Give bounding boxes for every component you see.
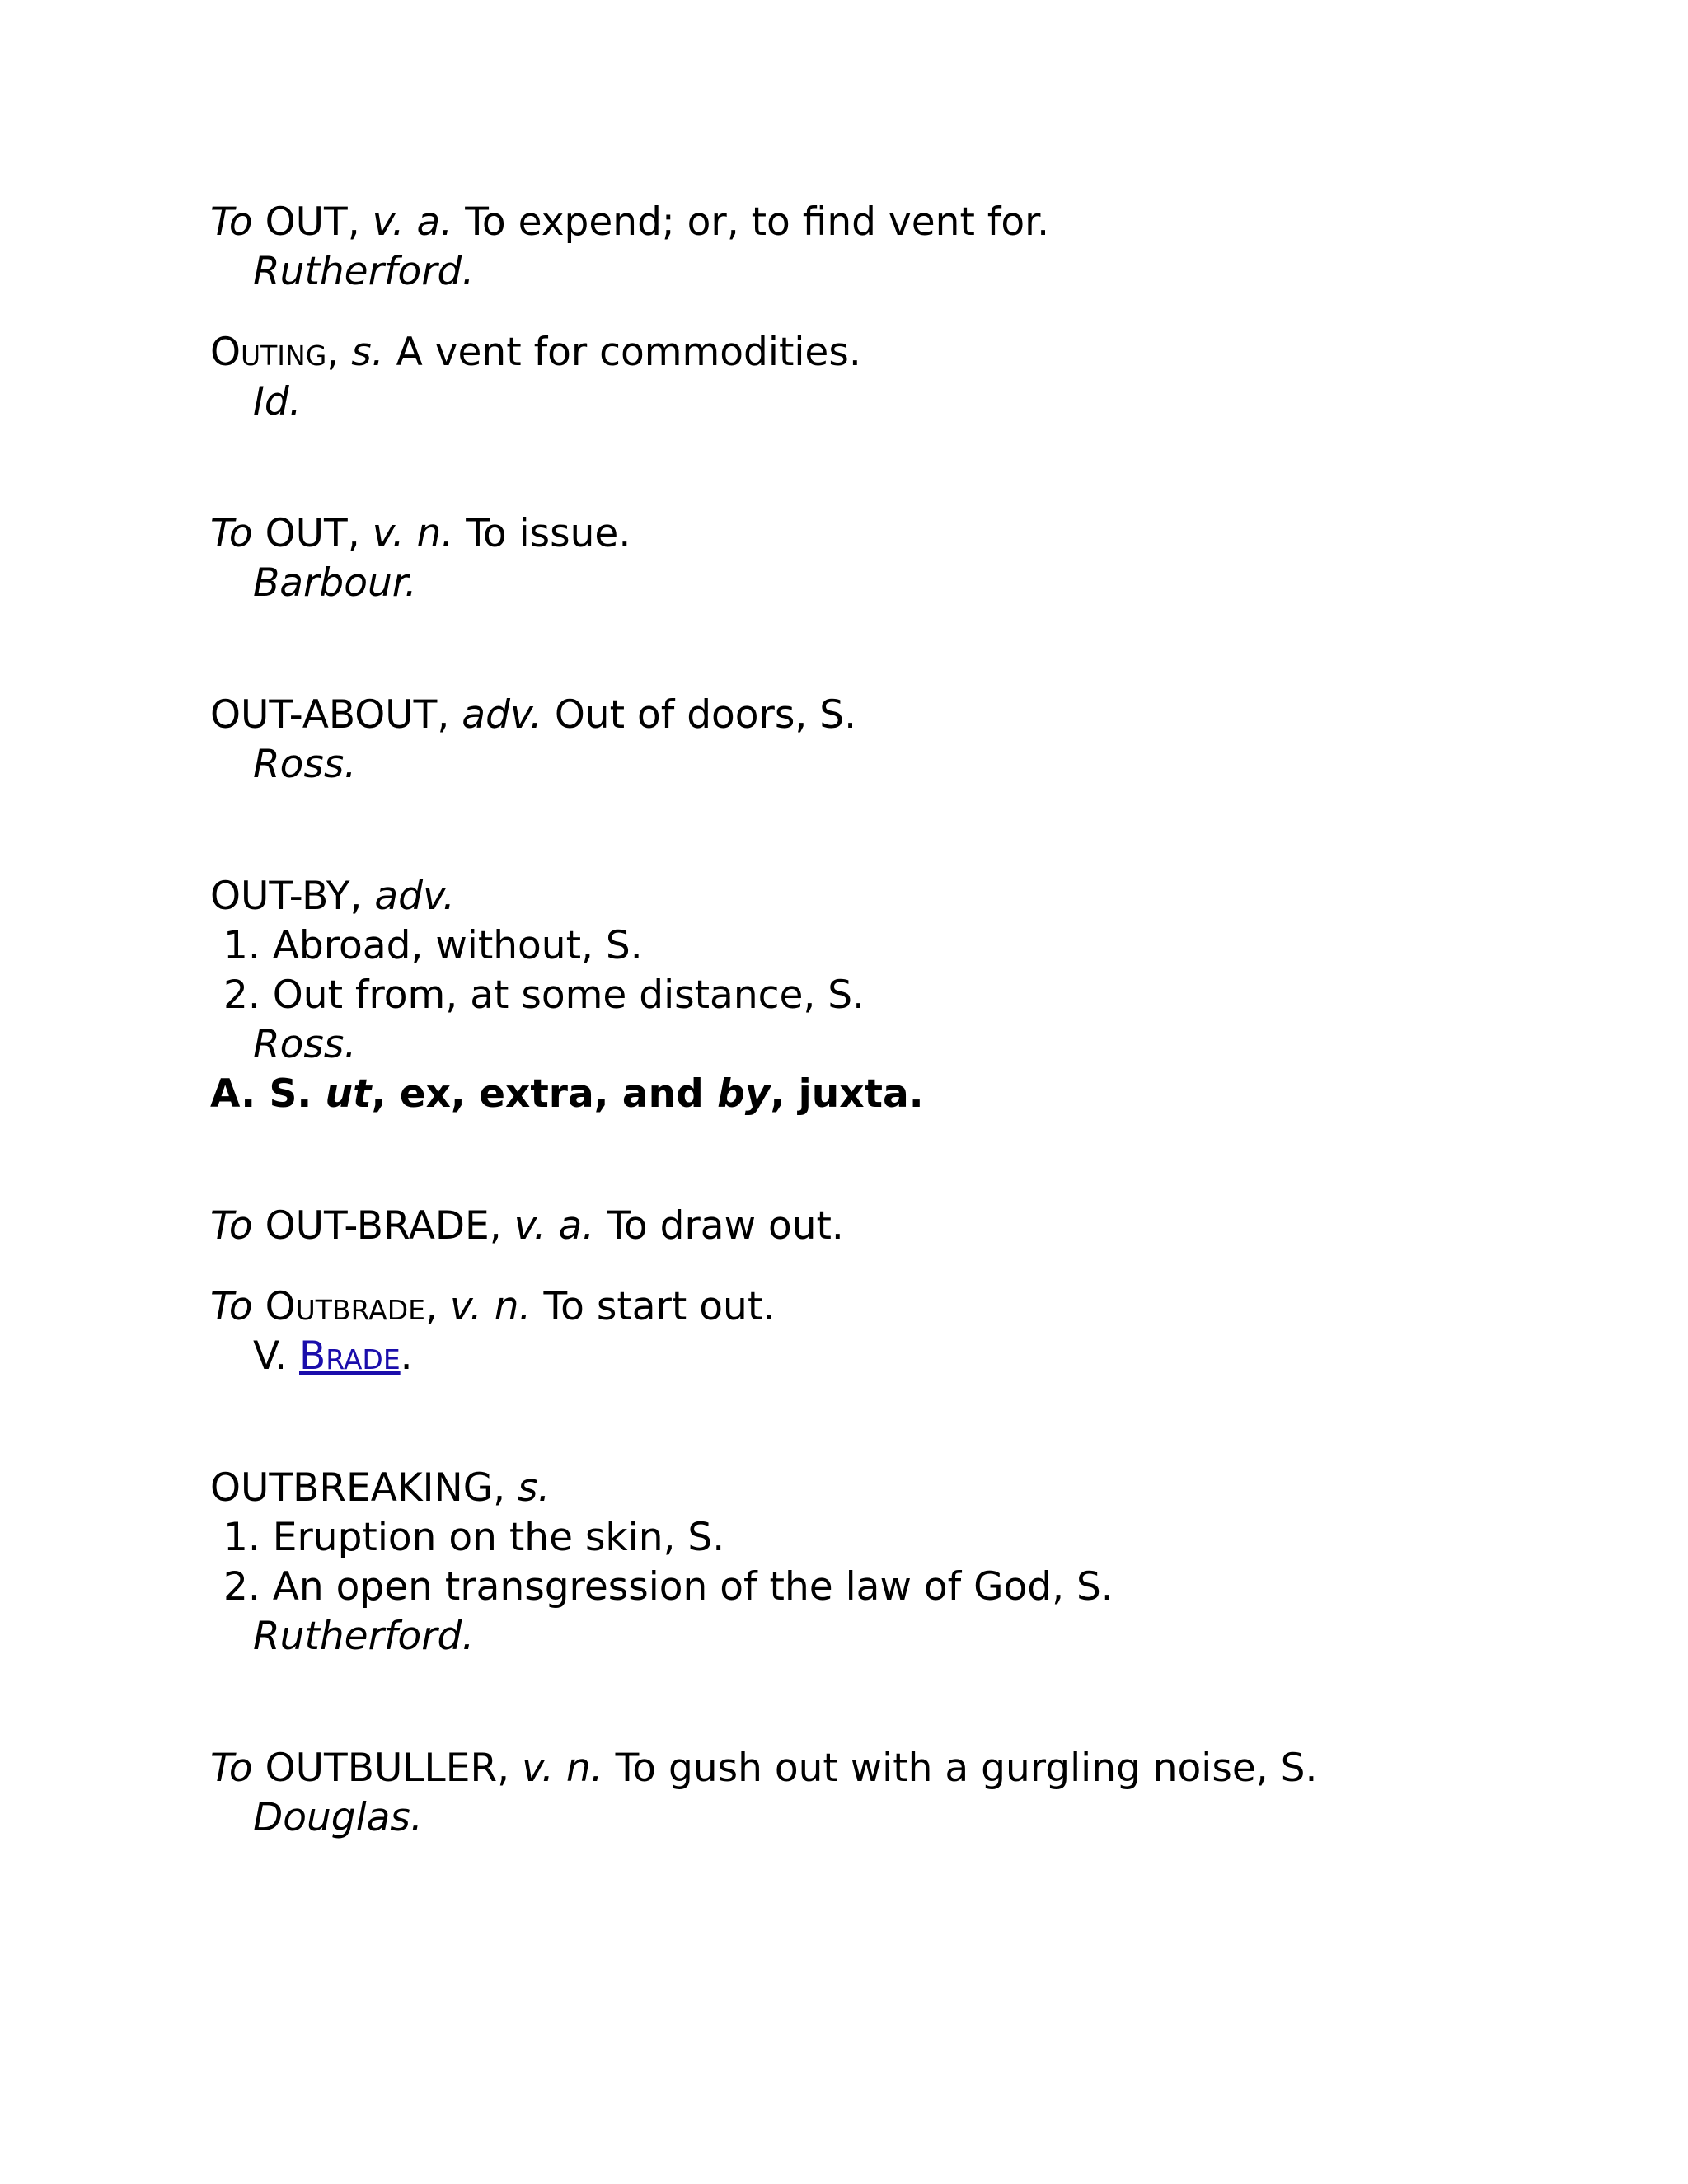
definition: Out of doors, S. <box>554 692 857 738</box>
part-of-speech: s. <box>518 1465 551 1511</box>
part-of-speech: v. n. <box>372 511 454 556</box>
headword: OUT <box>265 199 348 245</box>
comma: , <box>437 692 450 738</box>
definition: To issue. <box>466 511 631 556</box>
headword: OUTBULLER <box>265 1746 498 1791</box>
comma: , <box>497 1746 510 1791</box>
comma: , <box>347 511 360 556</box>
headword: OUTBREAKING <box>210 1465 494 1511</box>
entry-out-about <box>210 691 1611 790</box>
part-of-speech: v. a. <box>513 1203 595 1249</box>
definition: A vent for commodities. <box>396 330 861 375</box>
entry-outbuller <box>210 1744 1611 1843</box>
source-citation: Ross. <box>253 1022 357 1067</box>
entry-line <box>210 872 1611 921</box>
part-of-speech: s. <box>351 330 384 375</box>
entry-prefix: To <box>210 199 253 245</box>
dictionary-page <box>210 198 1611 1843</box>
source-citation: Rutherford. <box>253 249 475 294</box>
entry-out-va <box>210 198 1611 297</box>
entry-line <box>210 1282 1611 1332</box>
headword: OUT-BRADE <box>265 1203 490 1249</box>
comma: , <box>371 1071 387 1117</box>
headword: Outing <box>210 330 327 375</box>
entry-outbreaking <box>210 1464 1611 1661</box>
headword: Outbrade <box>265 1284 425 1329</box>
comma: , <box>425 1284 438 1329</box>
entry-out-vn <box>210 509 1611 608</box>
cross-reference <box>210 1332 1611 1381</box>
comma: , <box>349 874 363 919</box>
entry-outing <box>210 328 1611 427</box>
etym-gloss-1: ex, extra, and <box>399 1071 704 1117</box>
source-citation: Id. <box>253 379 302 424</box>
entry-line <box>210 198 1611 247</box>
entry-out-brade <box>210 1202 1611 1251</box>
ref-prefix: V. <box>253 1333 288 1379</box>
source-citation: Rutherford. <box>253 1614 475 1659</box>
headword: OUT-BY <box>210 874 350 919</box>
entry-line <box>210 1464 1611 1513</box>
sense-2: 2. Out from, at some distance, S. <box>223 972 865 1018</box>
definition: To gush out with a gurgling noise, S. <box>615 1746 1318 1791</box>
part-of-speech: v. n. <box>449 1284 532 1329</box>
source-citation: Douglas. <box>253 1795 423 1840</box>
entry-line <box>210 328 1611 377</box>
etym-word-1: ut <box>325 1071 372 1117</box>
entry-line <box>210 1202 1611 1251</box>
definition: To start out. <box>543 1284 776 1329</box>
comma: , <box>347 199 360 245</box>
entry-out-by <box>210 872 1611 1119</box>
brade-link[interactable]: Brade <box>299 1333 401 1379</box>
ref-suffix: . <box>400 1333 413 1379</box>
entry-line <box>210 691 1611 740</box>
comma: , <box>493 1465 506 1511</box>
part-of-speech: v. a. <box>372 199 453 245</box>
etym-gloss-2: juxta. <box>798 1071 924 1117</box>
definition: To expend; or, to find vent for. <box>465 199 1050 245</box>
sense-1: 1. Eruption on the skin, S. <box>223 1515 725 1560</box>
part-of-speech: adv. <box>374 874 455 919</box>
etym-word-2: by <box>717 1071 771 1117</box>
comma: , <box>489 1203 502 1249</box>
entry-prefix: To <box>210 1203 253 1249</box>
entry-outbrade <box>210 1282 1611 1381</box>
etym-lang: A. S. <box>210 1071 312 1117</box>
entry-prefix: To <box>210 511 253 556</box>
definition: To draw out. <box>607 1203 844 1249</box>
etymology <box>210 1070 1611 1119</box>
entry-prefix: To <box>210 1746 253 1791</box>
source-citation: Barbour. <box>253 560 417 606</box>
part-of-speech: v. n. <box>522 1746 603 1791</box>
entry-prefix: To <box>210 1284 253 1329</box>
headword: OUT-ABOUT <box>210 692 438 738</box>
source-citation: Ross. <box>253 742 357 787</box>
part-of-speech: adv. <box>462 692 542 738</box>
sense-1: 1. Abroad, without, S. <box>223 923 643 968</box>
entry-line <box>210 509 1611 559</box>
comma: , <box>770 1071 785 1117</box>
sense-2: 2. An open transgression of the law of God, S. <box>223 1564 1114 1610</box>
headword: OUT <box>265 511 348 556</box>
entry-line <box>210 1744 1611 1793</box>
comma: , <box>326 330 340 375</box>
